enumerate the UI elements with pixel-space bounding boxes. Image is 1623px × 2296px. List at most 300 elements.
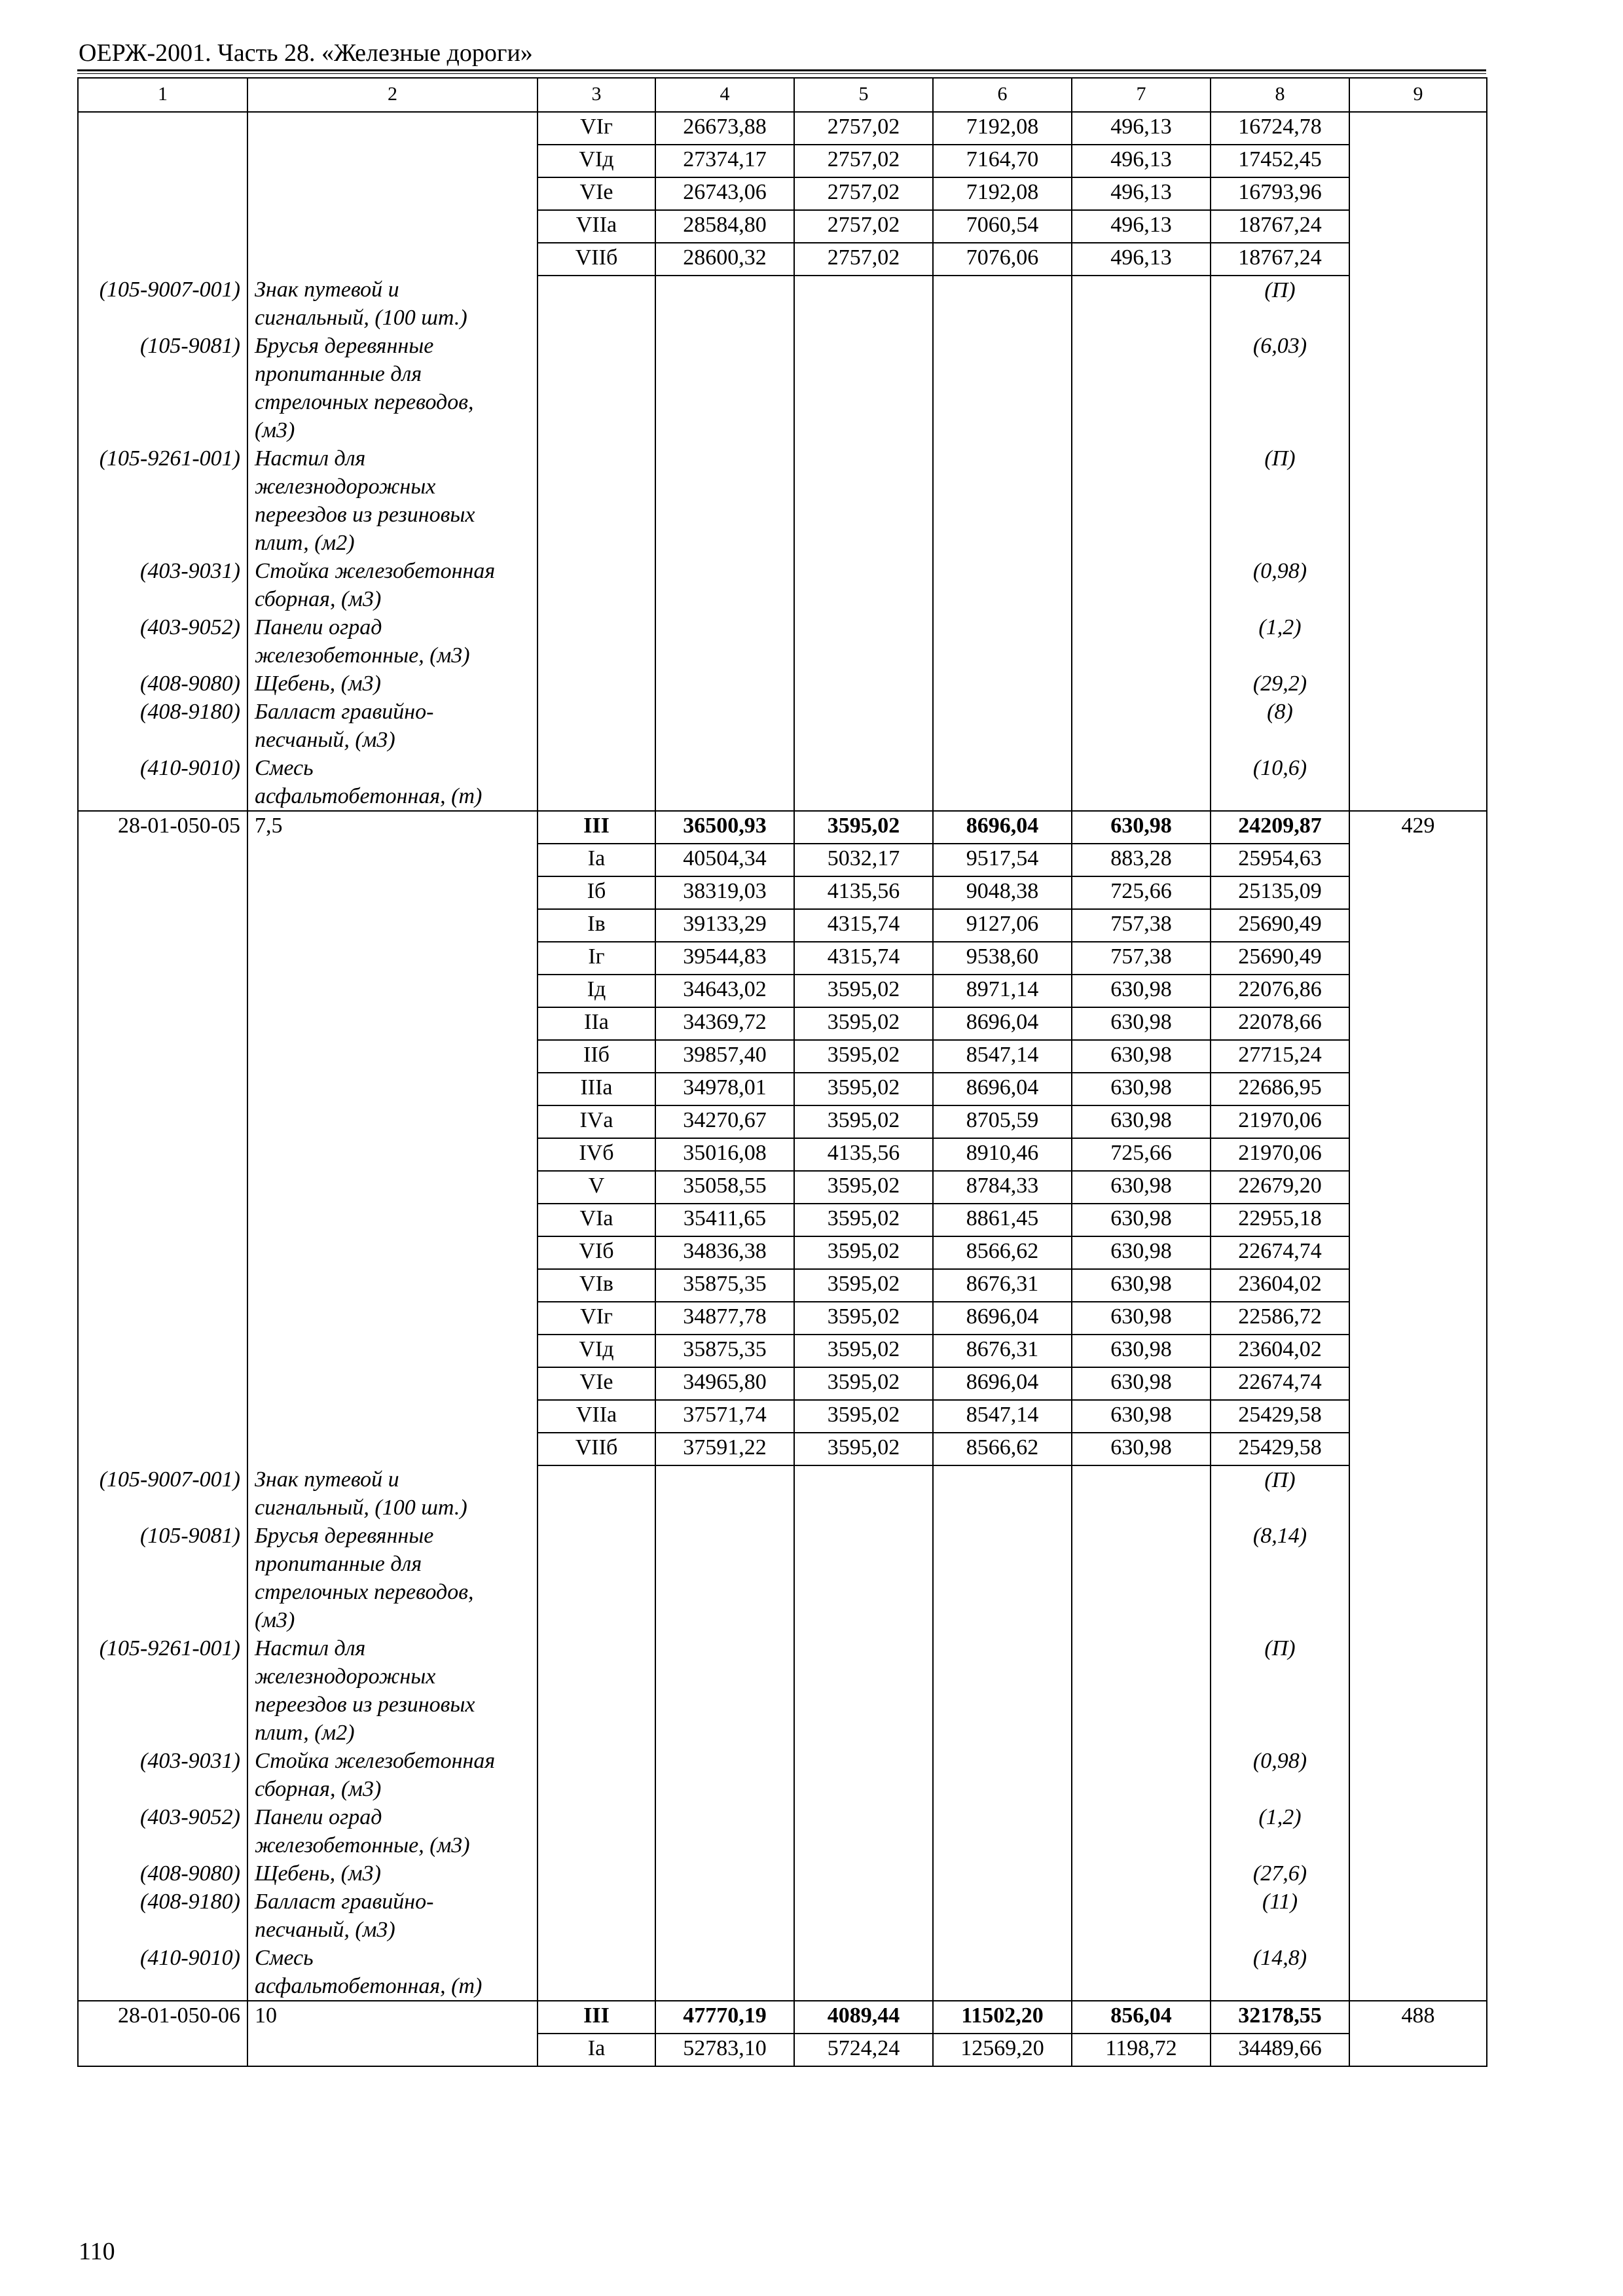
empty-cell	[78, 1335, 247, 1367]
wage-cost: 3595,02	[794, 1236, 933, 1269]
empty-cell	[1349, 1171, 1487, 1204]
wage-cost: 3595,02	[794, 1367, 933, 1400]
zone-label: VIд	[538, 1335, 655, 1367]
material-cost: 25135,09	[1211, 876, 1349, 909]
machine-cost: 8566,62	[933, 1236, 1072, 1269]
empty-cell	[655, 1465, 794, 1522]
empty-cell	[1349, 1803, 1487, 1859]
empty-cell	[655, 1522, 794, 1634]
material-cost: 17452,45	[1211, 145, 1349, 177]
zone-label: IIIа	[538, 1073, 655, 1105]
resource-quantity: (8)	[1211, 698, 1349, 754]
empty-cell	[78, 1302, 247, 1335]
empty-cell	[538, 332, 655, 444]
empty-cell	[794, 1634, 933, 1747]
empty-cell	[933, 1944, 1072, 2001]
empty-cell	[1349, 1269, 1487, 1302]
empty-cell	[247, 844, 538, 876]
material-cost: 21970,06	[1211, 1105, 1349, 1138]
total-cost: 34369,72	[655, 1007, 794, 1040]
total-cost: 26673,88	[655, 112, 794, 145]
machinist-wage: 496,13	[1072, 177, 1211, 210]
machine-cost: 8696,04	[933, 1073, 1072, 1105]
machine-cost: 8705,59	[933, 1105, 1072, 1138]
wage-cost: 3595,02	[794, 975, 933, 1007]
zone-label: III	[538, 811, 655, 844]
empty-cell	[78, 112, 247, 145]
machine-cost: 8784,33	[933, 1171, 1072, 1204]
empty-cell	[1349, 909, 1487, 942]
material-cost: 34489,66	[1211, 2034, 1349, 2066]
total-cost: 52783,10	[655, 2034, 794, 2066]
empty-cell	[1072, 613, 1211, 670]
resource-row	[78, 754, 1487, 811]
zone-row	[78, 1236, 1487, 1269]
resource-name: Щебень, (м3)	[247, 670, 538, 698]
zone-row	[78, 909, 1487, 942]
empty-cell	[1349, 1859, 1487, 1888]
empty-cell	[655, 1859, 794, 1888]
machinist-wage: 630,98	[1072, 1204, 1211, 1236]
total-cost: 35875,35	[655, 1269, 794, 1302]
empty-cell	[655, 1803, 794, 1859]
zone-label: VIг	[538, 1302, 655, 1335]
zone-label: Iб	[538, 876, 655, 909]
empty-cell	[538, 1522, 655, 1634]
empty-cell	[1349, 698, 1487, 754]
machinist-wage: 630,98	[1072, 1073, 1211, 1105]
total-cost: 40504,34	[655, 844, 794, 876]
empty-cell	[1072, 276, 1211, 332]
machinist-wage: 630,98	[1072, 1040, 1211, 1073]
machinist-wage: 630,98	[1072, 1302, 1211, 1335]
empty-cell	[1349, 1302, 1487, 1335]
empty-cell	[933, 332, 1072, 444]
total-cost: 34965,80	[655, 1367, 794, 1400]
zone-label: Iг	[538, 942, 655, 975]
wage-cost: 2757,02	[794, 243, 933, 276]
empty-cell	[933, 276, 1072, 332]
total-cost: 34643,02	[655, 975, 794, 1007]
machine-cost: 7076,06	[933, 243, 1072, 276]
material-cost: 25429,58	[1211, 1433, 1349, 1465]
empty-cell	[1349, 1634, 1487, 1747]
empty-cell	[655, 698, 794, 754]
empty-cell	[1072, 444, 1211, 557]
rate-description: 7,5	[247, 811, 538, 844]
wage-cost: 3595,02	[794, 1073, 933, 1105]
page-number: 110	[79, 2238, 115, 2265]
labor-cost: 488	[1349, 2001, 1487, 2034]
empty-cell	[78, 1400, 247, 1433]
total-cost: 39133,29	[655, 909, 794, 942]
rates-table	[77, 77, 1487, 2067]
column-header: 6	[933, 78, 1072, 112]
empty-cell	[1349, 1747, 1487, 1803]
empty-cell	[78, 145, 247, 177]
empty-cell	[1349, 1335, 1487, 1367]
zone-label: VIд	[538, 145, 655, 177]
empty-cell	[1349, 332, 1487, 444]
empty-cell	[1072, 1859, 1211, 1888]
empty-cell	[538, 557, 655, 613]
machine-cost: 7192,08	[933, 177, 1072, 210]
machinist-wage: 630,98	[1072, 1105, 1211, 1138]
empty-cell	[78, 177, 247, 210]
empty-cell	[1072, 1747, 1211, 1803]
zone-label: IVа	[538, 1105, 655, 1138]
total-cost: 38319,03	[655, 876, 794, 909]
total-cost: 35058,55	[655, 1171, 794, 1204]
empty-cell	[247, 177, 538, 210]
empty-cell	[655, 276, 794, 332]
empty-cell	[1349, 1105, 1487, 1138]
wage-cost: 2757,02	[794, 177, 933, 210]
empty-cell	[78, 942, 247, 975]
zone-row	[78, 975, 1487, 1007]
material-cost: 24209,87	[1211, 811, 1349, 844]
zone-label: VIв	[538, 1269, 655, 1302]
material-cost: 22586,72	[1211, 1302, 1349, 1335]
zone-label: Iд	[538, 975, 655, 1007]
zone-label: IIб	[538, 1040, 655, 1073]
total-cost: 27374,17	[655, 145, 794, 177]
empty-cell	[78, 243, 247, 276]
machinist-wage: 630,98	[1072, 811, 1211, 844]
empty-cell	[247, 1073, 538, 1105]
empty-cell	[933, 670, 1072, 698]
resource-code: (105-9007-001)	[78, 1465, 247, 1522]
machinist-wage: 630,98	[1072, 1236, 1211, 1269]
empty-cell	[538, 1803, 655, 1859]
wage-cost: 3595,02	[794, 1105, 933, 1138]
resource-quantity: (П)	[1211, 276, 1349, 332]
wage-cost: 2757,02	[794, 210, 933, 243]
resource-row	[78, 1465, 1487, 1522]
machine-cost: 8566,62	[933, 1433, 1072, 1465]
empty-cell	[1349, 444, 1487, 557]
zone-label: Iв	[538, 909, 655, 942]
resource-name: Щебень, (м3)	[247, 1859, 538, 1888]
machinist-wage: 496,13	[1072, 243, 1211, 276]
empty-cell	[247, 1007, 538, 1040]
machinist-wage: 725,66	[1072, 876, 1211, 909]
rate-header-row	[78, 2001, 1487, 2034]
empty-cell	[1349, 844, 1487, 876]
empty-cell	[538, 613, 655, 670]
machinist-wage: 630,98	[1072, 1367, 1211, 1400]
machinist-wage: 856,04	[1072, 2001, 1211, 2034]
empty-cell	[1072, 698, 1211, 754]
empty-cell	[78, 1073, 247, 1105]
empty-cell	[247, 975, 538, 1007]
zone-row	[78, 1204, 1487, 1236]
resource-quantity: (0,98)	[1211, 1747, 1349, 1803]
resource-code: (408-9180)	[78, 1888, 247, 1944]
machine-cost: 8696,04	[933, 1367, 1072, 1400]
zone-row	[78, 1040, 1487, 1073]
zone-row	[78, 112, 1487, 145]
resource-quantity: (29,2)	[1211, 670, 1349, 698]
wage-cost: 3595,02	[794, 1302, 933, 1335]
empty-cell	[247, 1204, 538, 1236]
resource-quantity: (8,14)	[1211, 1522, 1349, 1634]
empty-cell	[1349, 670, 1487, 698]
total-cost: 35875,35	[655, 1335, 794, 1367]
empty-cell	[933, 1522, 1072, 1634]
total-cost: 28600,32	[655, 243, 794, 276]
machine-cost: 9538,60	[933, 942, 1072, 975]
empty-cell	[1349, 557, 1487, 613]
resource-name: Панели оград железобетонные, (м3)	[247, 613, 538, 670]
machinist-wage: 630,98	[1072, 1269, 1211, 1302]
empty-cell	[655, 332, 794, 444]
column-header-row	[78, 78, 1487, 112]
total-cost: 39544,83	[655, 942, 794, 975]
rate-code: 28-01-050-06	[78, 2001, 247, 2034]
zone-label: VIIа	[538, 1400, 655, 1433]
wage-cost: 4135,56	[794, 1138, 933, 1171]
empty-cell	[794, 1465, 933, 1522]
zone-label: VIIб	[538, 243, 655, 276]
empty-cell	[247, 145, 538, 177]
rate-code: 28-01-050-05	[78, 811, 247, 844]
empty-cell	[78, 1138, 247, 1171]
wage-cost: 4315,74	[794, 909, 933, 942]
empty-cell	[1349, 1204, 1487, 1236]
zone-label: VIIб	[538, 1433, 655, 1465]
column-header: 2	[247, 78, 538, 112]
empty-cell	[1072, 1522, 1211, 1634]
zone-row	[78, 177, 1487, 210]
empty-cell	[933, 444, 1072, 557]
resource-code: (403-9052)	[78, 613, 247, 670]
empty-cell	[78, 844, 247, 876]
resource-row	[78, 1803, 1487, 1859]
empty-cell	[1349, 1888, 1487, 1944]
empty-cell	[247, 1269, 538, 1302]
empty-cell	[655, 670, 794, 698]
wage-cost: 3595,02	[794, 1335, 933, 1367]
empty-cell	[1349, 1040, 1487, 1073]
resource-code: (410-9010)	[78, 754, 247, 811]
machine-cost: 8971,14	[933, 975, 1072, 1007]
zone-row	[78, 145, 1487, 177]
empty-cell	[794, 698, 933, 754]
empty-cell	[1349, 112, 1487, 145]
empty-cell	[78, 1204, 247, 1236]
machine-cost: 8696,04	[933, 1007, 1072, 1040]
material-cost: 21970,06	[1211, 1138, 1349, 1171]
zone-row	[78, 1367, 1487, 1400]
empty-cell	[1349, 1522, 1487, 1634]
zone-row	[78, 1138, 1487, 1171]
column-header: 8	[1211, 78, 1349, 112]
material-cost: 22686,95	[1211, 1073, 1349, 1105]
machinist-wage: 757,38	[1072, 909, 1211, 942]
empty-cell	[247, 1367, 538, 1400]
machinist-wage: 883,28	[1072, 844, 1211, 876]
resource-code: (410-9010)	[78, 1944, 247, 2001]
total-cost: 37591,22	[655, 1433, 794, 1465]
empty-cell	[1072, 332, 1211, 444]
total-cost: 34836,38	[655, 1236, 794, 1269]
zone-row	[78, 1335, 1487, 1367]
resource-quantity: (1,2)	[1211, 1803, 1349, 1859]
total-cost: 36500,93	[655, 811, 794, 844]
empty-cell	[538, 698, 655, 754]
empty-cell	[1349, 975, 1487, 1007]
empty-cell	[655, 557, 794, 613]
empty-cell	[1349, 1465, 1487, 1522]
machine-cost: 12569,20	[933, 2034, 1072, 2066]
material-cost: 18767,24	[1211, 243, 1349, 276]
total-cost: 34978,01	[655, 1073, 794, 1105]
empty-cell	[1349, 1433, 1487, 1465]
empty-cell	[78, 1236, 247, 1269]
resource-name: Настил для железнодорожных переездов из резиновых плит, (м2)	[247, 1634, 538, 1747]
resource-name: Брусья деревянные пропитанные для стрелочных переводов, (м3)	[247, 332, 538, 444]
empty-cell	[655, 444, 794, 557]
total-cost: 37571,74	[655, 1400, 794, 1433]
empty-cell	[247, 1302, 538, 1335]
material-cost: 25954,63	[1211, 844, 1349, 876]
empty-cell	[247, 1433, 538, 1465]
resource-quantity: (11)	[1211, 1888, 1349, 1944]
page-header: ОЕРЖ-2001. Часть 28. «Железные дороги»	[79, 39, 533, 67]
zone-row	[78, 1400, 1487, 1433]
zone-label: VIе	[538, 1367, 655, 1400]
material-cost: 27715,24	[1211, 1040, 1349, 1073]
empty-cell	[933, 1859, 1072, 1888]
labor-cost: 429	[1349, 811, 1487, 844]
empty-cell	[78, 1007, 247, 1040]
machinist-wage: 630,98	[1072, 1400, 1211, 1433]
resource-code: (403-9031)	[78, 557, 247, 613]
resource-name: Балласт гравийно- песчаный, (м3)	[247, 698, 538, 754]
zone-label: VIа	[538, 1204, 655, 1236]
resource-quantity: (6,03)	[1211, 332, 1349, 444]
empty-cell	[247, 876, 538, 909]
resource-row	[78, 698, 1487, 754]
empty-cell	[794, 754, 933, 811]
zone-row	[78, 942, 1487, 975]
machine-cost: 8676,31	[933, 1269, 1072, 1302]
machinist-wage: 757,38	[1072, 942, 1211, 975]
resource-row	[78, 1747, 1487, 1803]
resource-quantity: (1,2)	[1211, 613, 1349, 670]
empty-cell	[1349, 1400, 1487, 1433]
material-cost: 16793,96	[1211, 177, 1349, 210]
rate-header-row	[78, 811, 1487, 844]
machinist-wage: 630,98	[1072, 1007, 1211, 1040]
empty-cell	[247, 942, 538, 975]
resource-code: (403-9031)	[78, 1747, 247, 1803]
total-cost: 34877,78	[655, 1302, 794, 1335]
resource-name: Смесь асфальтобетонная, (т)	[247, 754, 538, 811]
empty-cell	[247, 1335, 538, 1367]
wage-cost: 3595,02	[794, 1040, 933, 1073]
empty-cell	[1349, 243, 1487, 276]
empty-cell	[538, 444, 655, 557]
empty-cell	[247, 1138, 538, 1171]
zone-row	[78, 210, 1487, 243]
column-header: 9	[1349, 78, 1487, 112]
wage-cost: 2757,02	[794, 112, 933, 145]
empty-cell	[794, 1859, 933, 1888]
wage-cost: 4135,56	[794, 876, 933, 909]
zone-label: Iа	[538, 844, 655, 876]
material-cost: 25429,58	[1211, 1400, 1349, 1433]
empty-cell	[78, 1269, 247, 1302]
machine-cost: 9127,06	[933, 909, 1072, 942]
material-cost: 22679,20	[1211, 1171, 1349, 1204]
wage-cost: 2757,02	[794, 145, 933, 177]
empty-cell	[1072, 1634, 1211, 1747]
zone-label: VIг	[538, 112, 655, 145]
resource-name: Балласт гравийно- песчаный, (м3)	[247, 1888, 538, 1944]
empty-cell	[794, 444, 933, 557]
zone-row	[78, 1433, 1487, 1465]
empty-cell	[794, 1888, 933, 1944]
material-cost: 25690,49	[1211, 942, 1349, 975]
material-cost: 25690,49	[1211, 909, 1349, 942]
empty-cell	[933, 754, 1072, 811]
empty-cell	[78, 2034, 247, 2066]
empty-cell	[655, 754, 794, 811]
material-cost: 22076,86	[1211, 975, 1349, 1007]
total-cost: 35016,08	[655, 1138, 794, 1171]
resource-name: Смесь асфальтобетонная, (т)	[247, 1944, 538, 2001]
empty-cell	[1349, 876, 1487, 909]
empty-cell	[1349, 276, 1487, 332]
resource-code: (105-9261-001)	[78, 444, 247, 557]
machine-cost: 9048,38	[933, 876, 1072, 909]
empty-cell	[538, 276, 655, 332]
zone-row	[78, 1302, 1487, 1335]
wage-cost: 3595,02	[794, 1204, 933, 1236]
zone-row	[78, 1269, 1487, 1302]
empty-cell	[78, 1367, 247, 1400]
zone-label: VIIа	[538, 210, 655, 243]
empty-cell	[247, 210, 538, 243]
resource-name: Настил для железнодорожных переездов из резиновых плит, (м2)	[247, 444, 538, 557]
empty-cell	[933, 613, 1072, 670]
wage-cost: 5724,24	[794, 2034, 933, 2066]
machinist-wage: 496,13	[1072, 210, 1211, 243]
zone-label: III	[538, 2001, 655, 2034]
wage-cost: 3595,02	[794, 1400, 933, 1433]
zone-label: VIе	[538, 177, 655, 210]
resource-row	[78, 1859, 1487, 1888]
resource-quantity: (П)	[1211, 444, 1349, 557]
total-cost: 28584,80	[655, 210, 794, 243]
machine-cost: 8910,46	[933, 1138, 1072, 1171]
empty-cell	[794, 557, 933, 613]
empty-cell	[78, 975, 247, 1007]
zone-row	[78, 1007, 1487, 1040]
empty-cell	[933, 1634, 1072, 1747]
empty-cell	[247, 1171, 538, 1204]
machinist-wage: 725,66	[1072, 1138, 1211, 1171]
machine-cost: 7060,54	[933, 210, 1072, 243]
empty-cell	[1349, 210, 1487, 243]
empty-cell	[247, 243, 538, 276]
machinist-wage: 630,98	[1072, 1335, 1211, 1367]
header-rule	[77, 69, 1486, 71]
empty-cell	[78, 1433, 247, 1465]
material-cost: 18767,24	[1211, 210, 1349, 243]
